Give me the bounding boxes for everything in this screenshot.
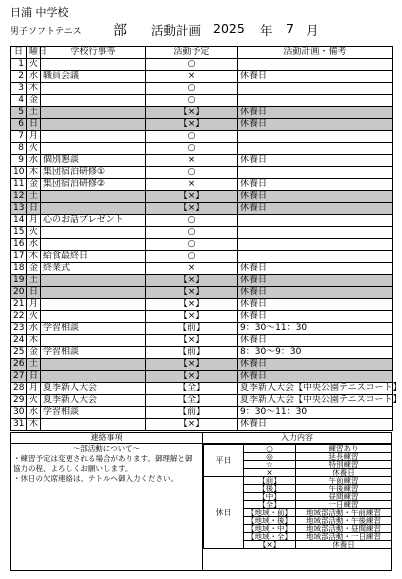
day-cell: 15 [11,227,27,239]
legend-symbol: 【後】 [244,485,296,493]
table-row [11,347,393,359]
note-cell [238,95,393,107]
table-row [11,335,393,347]
legend-label: 地域部活動・昼間練習 [296,525,392,533]
table-row [11,263,393,275]
note-cell: 休養日 [238,311,393,323]
plan-cell: 【×】 [146,359,238,371]
table-row [11,311,393,323]
legend-table [203,444,392,549]
legend-section [203,433,391,570]
note-cell [238,215,393,227]
day-cell: 24 [11,335,27,347]
schedule-table [10,46,402,431]
plan-cell: ○ [146,83,238,95]
weekday-cell: 水 [27,239,41,251]
event-cell [41,59,146,71]
day-cell: 5 [11,107,27,119]
table-row [11,59,393,71]
table-row [11,251,393,263]
note-cell [238,227,393,239]
plan-cell: 【×】 [146,299,238,311]
legend-label: 休養日 [296,541,392,549]
table-row [11,119,393,131]
weekday-cell: 金 [27,347,41,359]
day-cell: 25 [11,347,27,359]
legend-symbol: 【中】 [244,493,296,501]
event-cell [41,371,146,383]
event-cell: 終業式 [41,263,146,275]
plan-cell: ○ [146,215,238,227]
plan-cell: ○ [146,143,238,155]
month-label: 月 [306,23,319,38]
weekday-cell: 水 [27,323,41,335]
plan-cell: 【全】 [146,395,238,407]
legend-label: 昼間練習 [296,493,392,501]
notes-line: ・休日の欠席連絡は、テトルへ御入力ください。 [13,474,178,483]
legend-symbol: ◎ [244,453,296,461]
event-cell [41,107,146,119]
table-row [11,215,393,227]
event-cell: 夏季新人大会 [41,383,146,395]
plan-cell: ○ [146,227,238,239]
footer-box [10,432,392,571]
legend-symbol: 【地域・中】 [244,525,296,533]
note-cell [238,167,393,179]
event-cell: 給食最終日 [41,251,146,263]
event-cell: 学習相談 [41,323,146,335]
legend-symbol: 【地域・後】 [244,517,296,525]
day-cell: 21 [11,299,27,311]
plan-cell: 【×】 [146,419,238,431]
legend-symbol: 【全】 [244,501,296,509]
plan-cell: 【×】 [146,311,238,323]
day-cell: 27 [11,371,27,383]
table-row [11,71,393,83]
note-cell: 休養日 [238,179,393,191]
plan-cell: ○ [146,131,238,143]
event-cell: 学習相談 [41,407,146,419]
weekday-cell: 木 [27,83,41,95]
table-row [11,143,393,155]
legend-symbol: 【×】 [244,541,296,549]
day-cell: 7 [11,131,27,143]
weekday-cell: 月 [27,383,41,395]
plan-cell: 【×】 [146,107,238,119]
event-cell [41,119,146,131]
weekday-cell: 日 [27,371,41,383]
day-cell: 1 [11,59,27,71]
legend-label: 一日練習 [296,501,392,509]
plan-cell: ○ [146,251,238,263]
day-cell: 23 [11,323,27,335]
note-cell: 休養日 [238,287,393,299]
note-cell: 休養日 [238,155,393,167]
day-cell: 29 [11,395,27,407]
day-cell: 19 [11,275,27,287]
note-cell: 夏季新人大会【中央公園テニスコート】 [238,383,393,395]
year-label: 年 [260,23,273,38]
table-row [11,395,393,407]
plan-cell: 【×】 [146,191,238,203]
day-cell: 6 [11,119,27,131]
plan-cell: 【×】 [146,335,238,347]
note-cell: 休養日 [238,371,393,383]
note-cell: 9：30～11：30 [238,323,393,335]
day-cell: 31 [11,419,27,431]
legend-label: 午後練習 [296,485,392,493]
plan-title: 活動計画 [151,23,202,38]
note-cell: 夏季新人大会【中央公園テニスコート】 [238,395,393,407]
event-cell [41,419,146,431]
plan-cell: 【×】 [146,287,238,299]
day-cell: 3 [11,83,27,95]
year-value: 2025 [213,21,245,36]
day-cell: 28 [11,383,27,395]
note-cell: 休養日 [238,71,393,83]
weekday-cell: 水 [27,155,41,167]
legend-symbol: 【地域・前】 [244,509,296,517]
day-cell: 10 [11,167,27,179]
legend-label: 地域部活動・午後練習 [296,517,392,525]
weekday-cell: 火 [27,311,41,323]
note-cell: 休養日 [238,119,393,131]
table-row [11,383,393,395]
note-cell: 8：30～9：30 [238,347,393,359]
plan-cell: 【前】 [146,407,238,419]
note-cell: 9：30～11：30 [238,407,393,419]
table-row [11,167,393,179]
table-row [11,323,393,335]
event-cell [41,227,146,239]
table-row [11,419,393,431]
plan-cell: × [146,71,238,83]
legend-label: 延長練習 [296,453,392,461]
plan-cell: 【全】 [146,383,238,395]
legend-symbol: ○ [244,445,296,453]
day-cell: 14 [11,215,27,227]
note-cell [238,143,393,155]
table-row [11,407,393,419]
table-row [11,179,393,191]
weekday-cell: 日 [27,203,41,215]
weekday-cell: 土 [27,191,41,203]
plan-cell: 【前】 [146,347,238,359]
legend-label: 地域部活動・午前練習 [296,509,392,517]
day-cell: 12 [11,191,27,203]
note-cell [238,239,393,251]
event-cell: 職員会議 [41,71,146,83]
note-cell [238,131,393,143]
note-cell: 休養日 [238,419,393,431]
event-cell: 心のお話プレゼント [41,215,146,227]
legend-symbol: 【地域・全】 [244,533,296,541]
event-cell [41,287,146,299]
notes-line: 協力の程、よろしくお願いします。 [13,464,133,473]
note-cell: 休養日 [238,359,393,371]
month-value: 7 [286,21,294,36]
day-cell: 8 [11,143,27,155]
schedule-body [11,59,402,431]
event-cell [41,83,146,95]
legend-label: 地域部活動・一日練習 [296,533,392,541]
plan-cell: ○ [146,59,238,71]
legend-title: 入力内容 [203,433,391,444]
weekday-cell: 金 [27,95,41,107]
event-cell [41,191,146,203]
table-row [11,191,393,203]
day-cell: 22 [11,311,27,323]
legend-label: 特別練習 [296,461,392,469]
legend-label: 練習あり [296,445,392,453]
day-cell: 20 [11,287,27,299]
notes-section [11,433,203,570]
weekday-cell: 日 [27,287,41,299]
weekday-cell: 火 [27,59,41,71]
day-cell: 16 [11,239,27,251]
table-row [11,287,393,299]
plan-cell: × [146,263,238,275]
plan-cell: 【×】 [146,371,238,383]
plan-cell: 【×】 [146,203,238,215]
weekday-cell: 木 [27,419,41,431]
weekday-cell: 水 [27,407,41,419]
legend-group-label: 休日 [204,477,244,549]
weekday-cell: 火 [27,227,41,239]
school-name: 日浦 中学校 [10,6,69,19]
header-plan: 活動予定 [146,47,238,59]
event-cell [41,143,146,155]
weekday-cell: 土 [27,359,41,371]
notes-subtitle: ～部活動について～ [72,444,141,453]
table-row [11,227,393,239]
event-cell [41,203,146,215]
plan-cell: 【×】 [146,275,238,287]
legend-label: 午前練習 [296,477,392,485]
weekday-cell: 水 [27,71,41,83]
note-cell [238,59,393,71]
event-cell: 個別懇談 [41,155,146,167]
header [10,4,394,40]
weekday-cell: 木 [27,251,41,263]
notes-title: 連絡事項 [11,433,202,444]
header-note: 活動計画・備考 [238,47,393,59]
table-row [11,275,393,287]
header-event: 学校行事等 [41,47,146,59]
note-cell [238,251,393,263]
weekday-cell: 土 [27,107,41,119]
table-row [11,95,393,107]
day-cell: 4 [11,95,27,107]
legend-group-label: 平日 [204,445,244,477]
day-cell: 30 [11,407,27,419]
note-cell: 休養日 [238,275,393,287]
table-row [11,239,393,251]
legend-symbol: 【前】 [244,477,296,485]
event-cell: 夏季新人大会 [41,395,146,407]
note-cell: 休養日 [238,263,393,275]
weekday-cell: 日 [27,119,41,131]
club-name: 男子ソフトテニス [10,27,82,37]
table-row [11,107,393,119]
table-row [11,203,393,215]
table-row [11,299,393,311]
event-cell [41,359,146,371]
event-cell [41,311,146,323]
day-cell: 2 [11,71,27,83]
weekday-cell: 金 [27,179,41,191]
weekday-cell: 金 [27,263,41,275]
legend-symbol: × [244,469,296,477]
table-header-row [11,47,393,59]
day-cell: 17 [11,251,27,263]
weekday-cell: 月 [27,299,41,311]
plan-cell: ○ [146,239,238,251]
note-cell: 休養日 [238,203,393,215]
note-cell: 休養日 [238,107,393,119]
note-cell [238,83,393,95]
event-cell [41,239,146,251]
weekday-cell: 木 [27,167,41,179]
event-cell [41,95,146,107]
day-cell: 9 [11,155,27,167]
event-cell: 集団宿泊研修② [41,179,146,191]
legend-row [204,477,392,485]
notes-line: ・練習予定は変更される場合があります。御理解と御 [13,454,193,463]
event-cell [41,299,146,311]
plan-cell: ○ [146,167,238,179]
day-cell: 18 [11,263,27,275]
club-suffix: 部 [113,23,127,39]
weekday-cell: 月 [27,215,41,227]
note-cell: 休養日 [238,335,393,347]
day-cell: 13 [11,203,27,215]
plan-cell: × [146,179,238,191]
note-cell: 休養日 [238,299,393,311]
event-cell: 集団宿泊研修① [41,167,146,179]
header-day: 日 [11,47,27,59]
table-row [11,359,393,371]
header-weekday: 曜日 [27,47,41,59]
table-row [11,371,393,383]
event-cell: 学習相談 [41,347,146,359]
weekday-cell: 月 [27,131,41,143]
note-cell: 休養日 [238,191,393,203]
weekday-cell: 火 [27,395,41,407]
plan-cell: 【×】 [146,119,238,131]
day-cell: 26 [11,359,27,371]
event-cell [41,335,146,347]
event-cell [41,131,146,143]
weekday-cell: 土 [27,275,41,287]
legend-row [204,445,392,453]
table-row [11,83,393,95]
plan-cell: × [146,155,238,167]
plan-cell: ○ [146,95,238,107]
legend-label: 休養日 [296,469,392,477]
day-cell: 11 [11,179,27,191]
plan-cell: 【前】 [146,323,238,335]
table-row [11,131,393,143]
legend-symbol: ☆ [244,461,296,469]
table-row [11,155,393,167]
legend-body [204,445,392,549]
event-cell [41,275,146,287]
weekday-cell: 木 [27,335,41,347]
weekday-cell: 火 [27,143,41,155]
